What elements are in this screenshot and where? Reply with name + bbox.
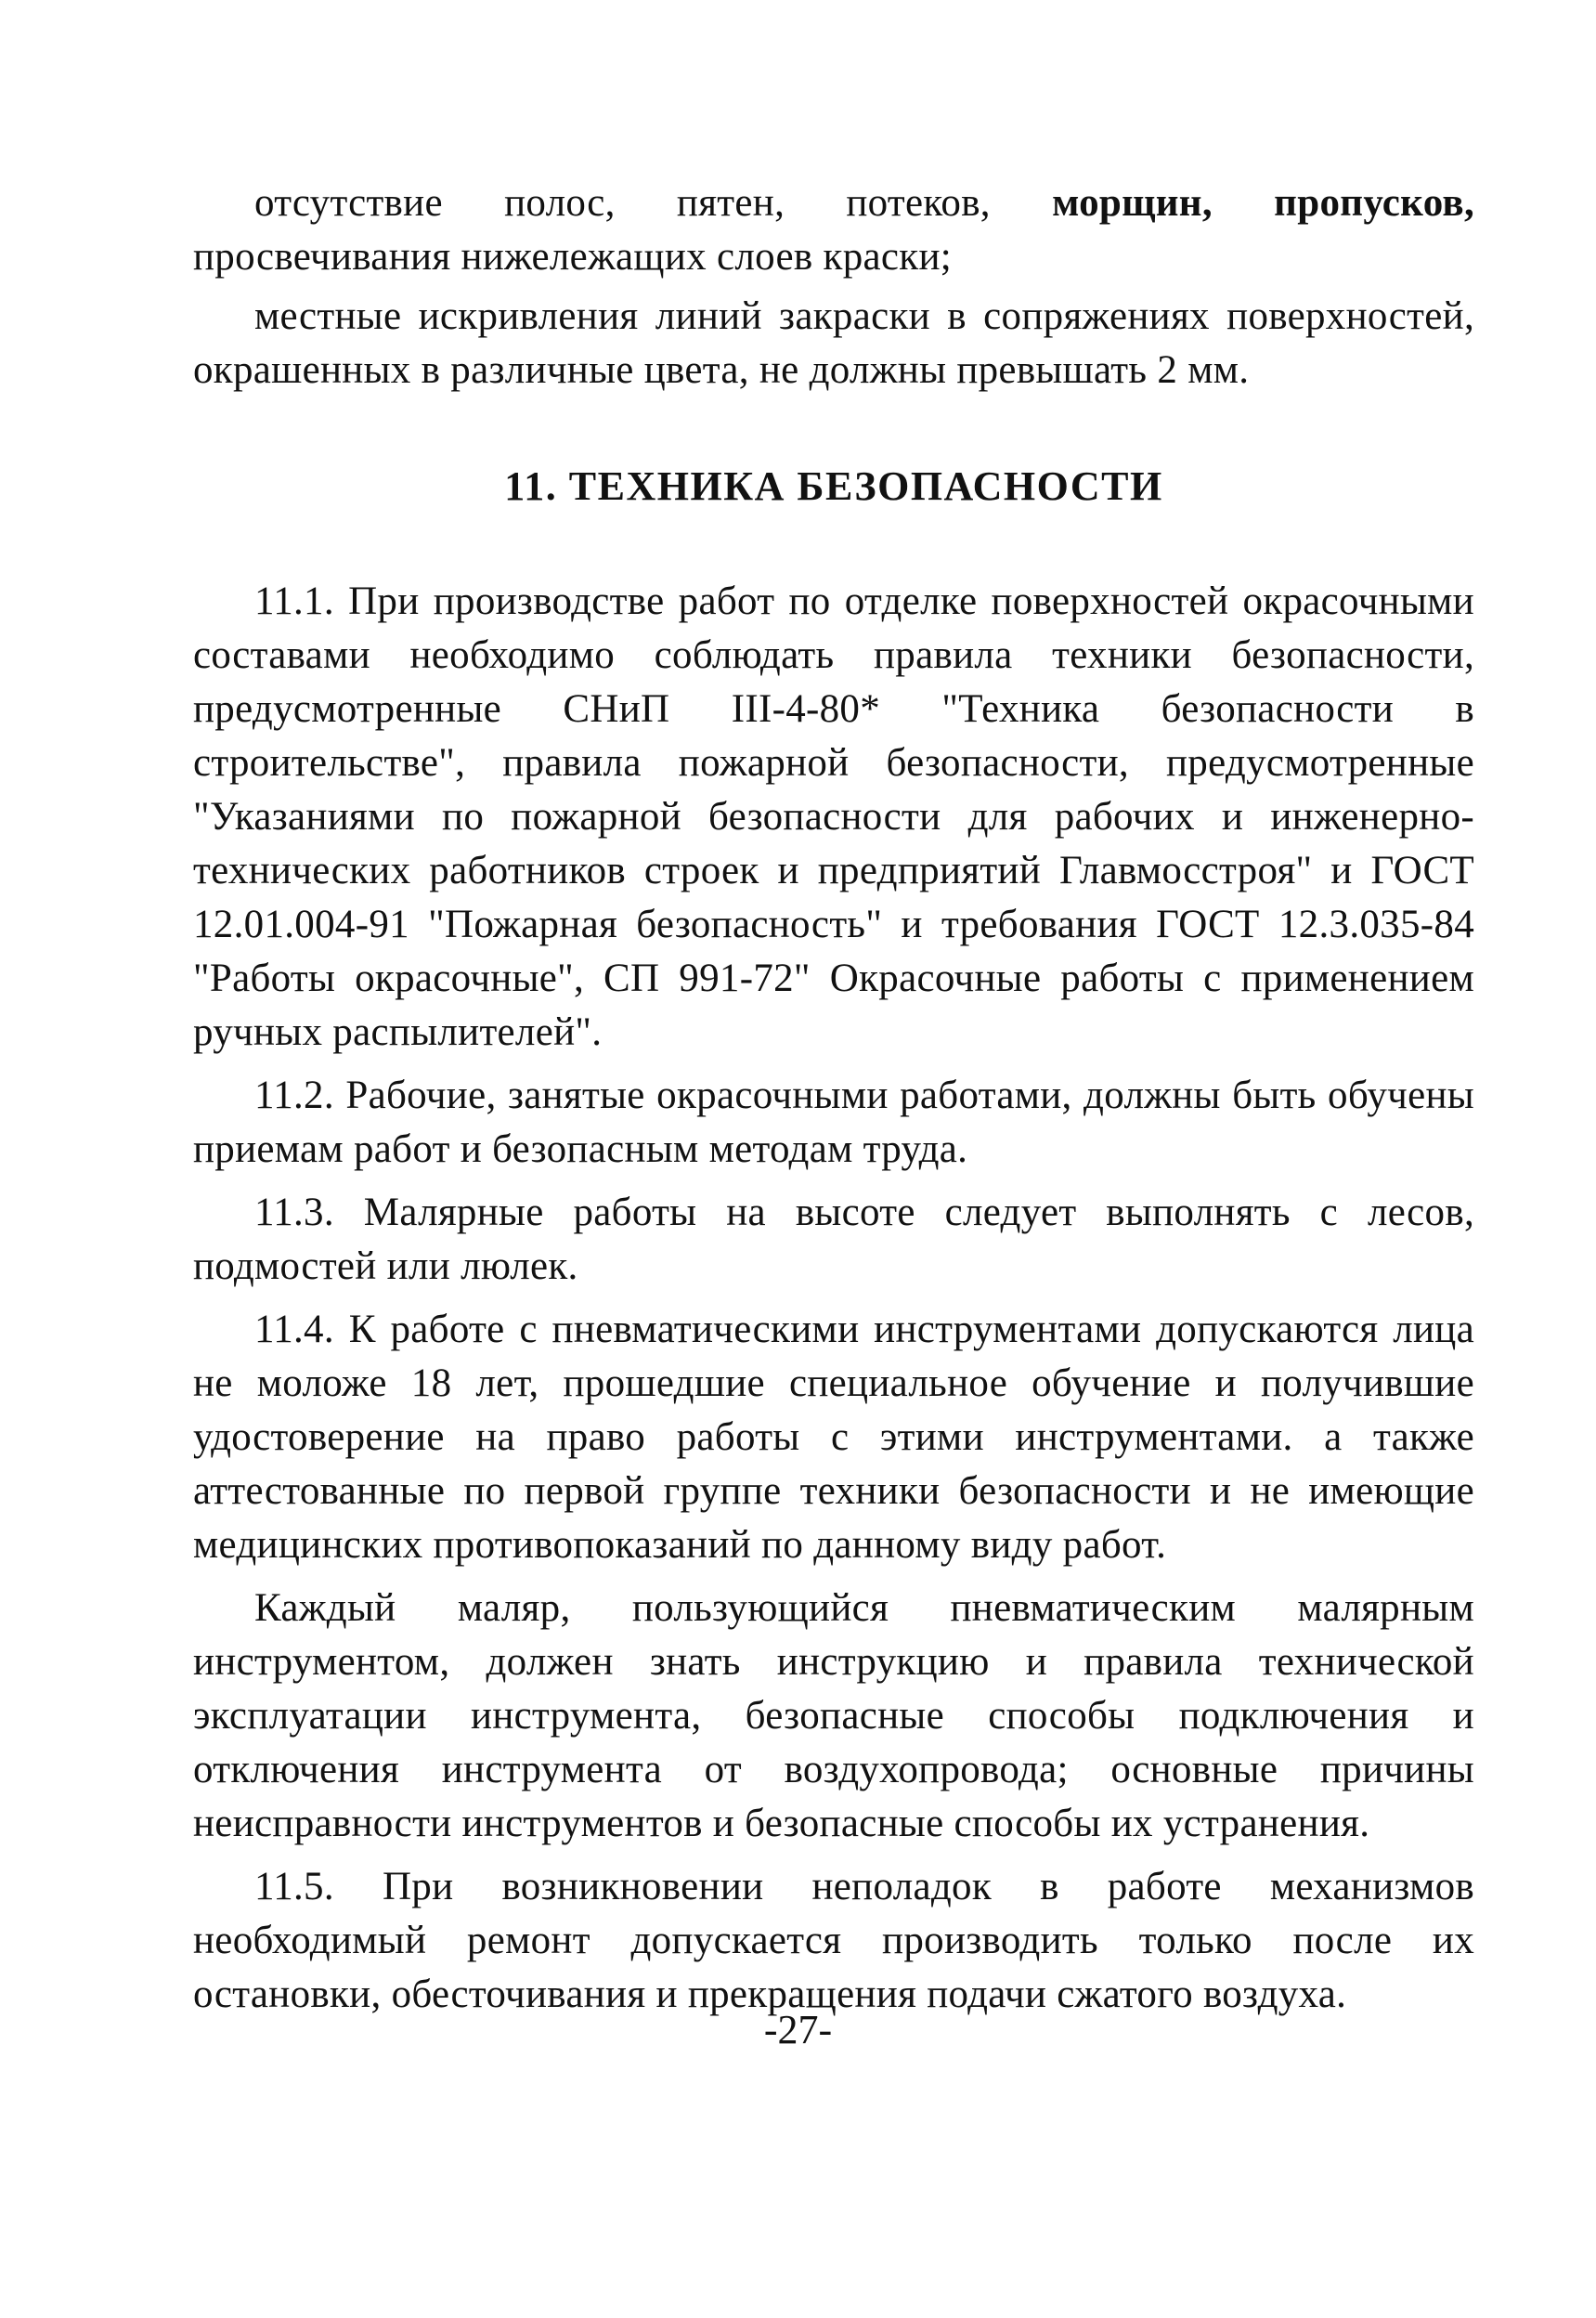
paragraph-11-5: 11.5. При возникновении неполадок в работе механизмов необходимый ремонт допускается производить только после их остановки, обесточивания и прекращения подачи сжатого воздуха.: [193, 1865, 1474, 2016]
intro-text-b: просвечивания нижележащих слоев краски;: [193, 235, 953, 279]
intro-paragraph-1: [193, 176, 1474, 284]
page-number: -27-: [763, 2007, 833, 2052]
section-title: 11. ТЕХНИКА БЕЗОПАСНОСТИ: [504, 463, 1163, 509]
paragraph-11-1: 11.1. При производстве работ по отделке поверхностей окрасочными составами необходимо соблюдать правила техники безопасности, предусмотренные СНиП III-4-80* "Техника безопасности в строительстве", правила пожарной безопасности, предусмотренные "Указаниями по пожарной безопасности для рабочих и инженерно-технических работников строек и предприятий Главмосстроя" и ГОСТ 12.01.004-91 "Пожарная безопасность" и требования ГОСТ 12.3.035-84 "Работы окрасочные", СП 991-72" Окрасочные работы с применением ручных распылителей".: [193, 580, 1474, 1054]
paragraph-11-4: 11.4. К работе с пневматическими инструментами допускаются лица не моложе 18 лет, прошедшие специальное обучение и получившие удостоверение на право работы с этими инструментами. а также аттестованные по первой группе техники безопасности и не имеющие медицинских противопоказаний по данному виду работ.: [193, 1308, 1474, 1567]
paragraph-11-3: 11.3. Малярные работы на высоте следует выполнять с лесов, подмостей или люлек.: [193, 1191, 1474, 1288]
paragraph-each-painter: Каждый маляр, пользующийся пневматическим малярным инструментом, должен знать инструкцию и правила технической эксплуатации инструмента, безопасные способы подключения и отключения инструмента от воздухопровода; основные причины неисправности инструментов и безопасные способы их устранения.: [193, 1586, 1474, 1845]
paragraph-11-2: 11.2. Рабочие, занятые окрасочными работами, должны быть обучены приемам работ и безопасным методам труда.: [193, 1074, 1474, 1171]
intro-paragraph-2: местные искривления линий закраски в сопряжениях поверхностей, окрашенных в различные цвета, не должны превышать 2 мм.: [193, 294, 1474, 392]
document-page: [193, 176, 1474, 2022]
intro-text-bold: морщин, пропусков,: [1052, 181, 1474, 225]
intro-text-a: отсутствие полос, пятен, потеков,: [254, 181, 1053, 225]
